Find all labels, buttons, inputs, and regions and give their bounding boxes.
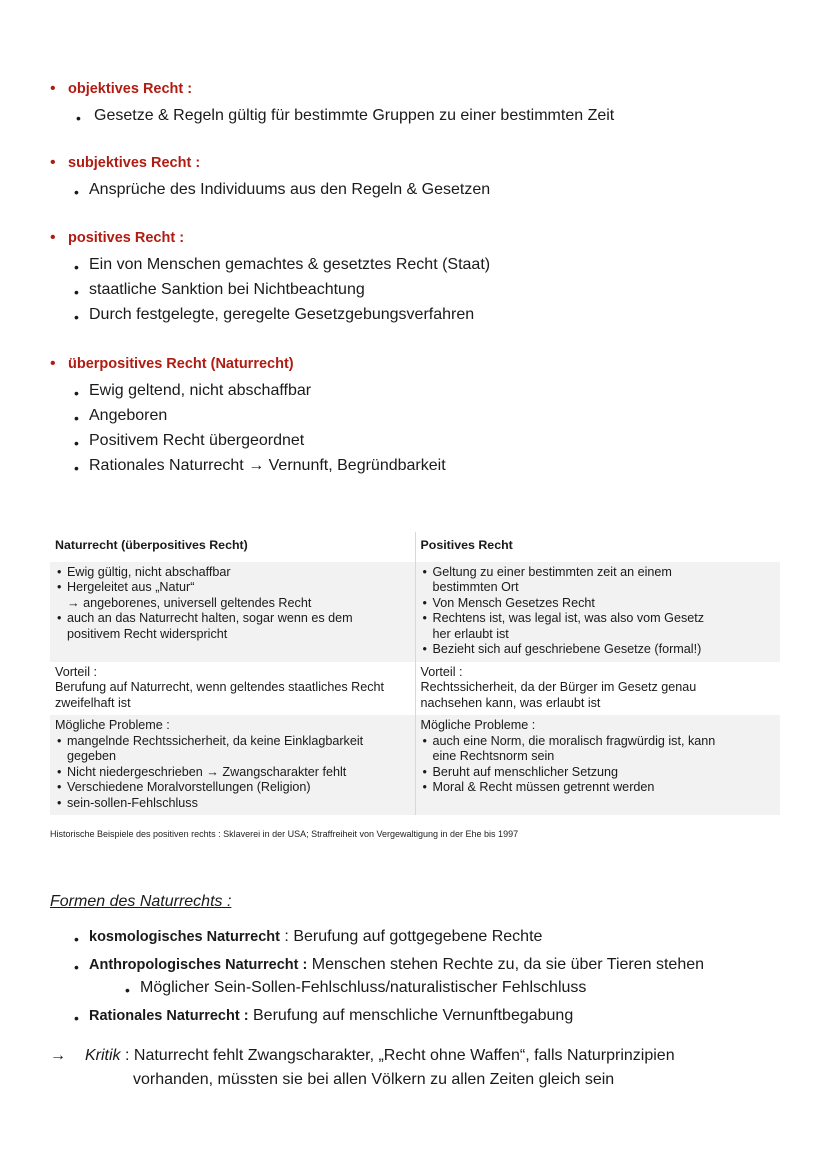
list-item: • auch an das Naturrecht halten, sogar wenn es dem: [55, 611, 410, 627]
table-cell: [50, 715, 415, 815]
bullet-icon: •: [74, 1010, 79, 1026]
text-line: eine Rechtsnorm sein: [432, 749, 555, 763]
text-line: Berufung auf Naturrecht, wenn geltendes staatliches Recht: [55, 680, 385, 694]
list-item: Durch festgelegte, geregelte Gesetzgebungsverfahren: [89, 306, 475, 323]
table-cell: [50, 662, 415, 716]
column-header-naturrecht: Naturrecht (überpositives Recht): [50, 532, 415, 562]
term: kosmologisches Naturrecht: [89, 929, 280, 945]
list-item: • Ewig gültig, nicht abschaffbar: [55, 565, 410, 581]
list-item: • Von Mensch Gesetzes Recht: [421, 596, 776, 612]
heading-positives-recht: positives Recht :: [68, 230, 185, 246]
text-line: Geltung zu einer bestimmten zeit an einem: [432, 564, 672, 579]
section-title-formen: Formen des Naturrechts :: [50, 893, 232, 910]
heading-objektives-recht: objektives Recht :: [68, 81, 193, 97]
text-line: auch eine Norm, die moralisch fragwürdig ist, kann: [432, 733, 716, 748]
list-item: Ansprüche des Individuums aus den Regeln & Gesetzen: [89, 181, 491, 198]
bullet-icon: •: [50, 80, 56, 97]
list-item: Angeboren: [89, 407, 168, 424]
bullet-icon: •: [74, 385, 79, 401]
list-item: staatliche Sanktion bei Nichtbeachtung: [89, 281, 365, 298]
bullet-icon: •: [74, 959, 79, 975]
vorteil-label: Vorteil :: [420, 664, 463, 679]
kritik-line: [85, 1047, 675, 1065]
bullet-icon: •: [50, 355, 56, 372]
text-line: bestimmten Ort: [432, 580, 519, 594]
definition: Berufung auf menschliche Vernunftbegabung: [248, 1007, 574, 1024]
table-cell: [415, 562, 780, 662]
list-item: [421, 565, 776, 596]
table-row: [50, 662, 780, 716]
kritik-text: : Naturrecht fehlt Zwangscharakter, „Recht ohne Waffen“, falls Naturprinzipien: [120, 1047, 675, 1064]
definition: Menschen stehen Rechte zu, da sie über Tieren stehen: [307, 956, 705, 973]
bullet-icon: •: [74, 184, 79, 200]
bullet-icon: •: [74, 284, 79, 300]
list-item: • sein-sollen-Fehlschluss: [55, 796, 410, 812]
bullet-icon: •: [74, 309, 79, 325]
list-item: [89, 956, 704, 974]
arrow-icon: →: [50, 1047, 66, 1064]
list-item: • Moral & Recht müssen getrennt werden: [421, 780, 776, 796]
bullet-icon: •: [74, 259, 79, 275]
bullet-icon: •: [50, 229, 56, 246]
text-line: Rechtssicherheit, da der Bürger im Gesetz genau: [420, 680, 697, 694]
list-item: • Bezieht sich auf geschriebene Gesetze (formal!): [421, 642, 776, 658]
text-line: Rechtens ist, was legal ist, was also vom Gesetz: [432, 611, 705, 625]
bullet-icon: •: [74, 435, 79, 451]
comparison-table: [50, 532, 780, 815]
arrow-line: → angeborenes, universell geltendes Recht: [67, 595, 312, 610]
table-header-row: [50, 532, 780, 562]
bullet-icon: •: [74, 460, 79, 476]
table-cell: [50, 562, 415, 662]
list-item: Ewig geltend, nicht abschaffbar: [89, 382, 312, 399]
text-line: nachsehen kann, was erlaubt ist: [420, 695, 601, 710]
definition: : Berufung auf gottgegebene Rechte: [279, 928, 543, 945]
text-line: mangelnde Rechtssicherheit, da keine Einklagbarkeit: [67, 733, 364, 748]
list-item: [89, 928, 542, 946]
table-cell: [415, 662, 780, 716]
text-line: zweifelhaft ist: [55, 695, 131, 710]
list-item: • Hergeleitet aus „Natur“: [55, 580, 410, 596]
bullet-icon: •: [50, 154, 56, 171]
term: Rationales Naturrecht :: [89, 1008, 249, 1024]
bullet-icon: •: [74, 931, 79, 947]
list-item: Rationales Naturrecht → Vernunft, Begründbarkeit: [89, 457, 446, 474]
table-row: [50, 562, 780, 662]
kritik-line-2: vorhanden, müssten sie bei allen Völkern zu allen Zeiten gleich sein: [133, 1071, 615, 1088]
term: Anthropologisches Naturrecht :: [89, 957, 308, 973]
probleme-label: Mögliche Probleme :: [55, 718, 170, 732]
list-item: [55, 734, 410, 765]
bullet-icon: •: [76, 110, 81, 126]
table-cell: [415, 715, 780, 815]
column-header-positives-recht: Positives Recht: [415, 532, 780, 562]
heading-subjektives-recht: subjektives Recht :: [68, 155, 201, 171]
sub-list-item: Möglicher Sein-Sollen-Fehlschluss/naturalistischer Fehlschluss: [140, 979, 587, 996]
list-item: [89, 1007, 573, 1025]
list-item: [421, 734, 776, 765]
text-line: her erlaubt ist: [432, 626, 509, 641]
bullet-icon: •: [74, 410, 79, 426]
table-row: [50, 715, 780, 815]
list-item: Ein von Menschen gemachtes & gesetztes Recht (Staat): [89, 256, 491, 273]
heading-ueberpositives-recht: überpositives Recht (Naturrecht): [68, 356, 294, 372]
list-item: • Verschiedene Moralvorstellungen (Religion): [55, 780, 410, 796]
list-item-continuation: positivem Recht widerspricht: [67, 626, 228, 641]
footnote: Historische Beispiele des positiven rechts : Sklaverei in der USA; Straffreiheit von Vergewaltigung in der Ehe bis 1997: [50, 829, 519, 839]
kritik-label: Kritik: [85, 1047, 121, 1064]
bullet-icon: •: [125, 982, 130, 998]
list-item: Gesetze & Regeln gültig für bestimmte Gruppen zu einer bestimmten Zeit: [94, 107, 615, 124]
vorteil-label: Vorteil :: [55, 664, 97, 679]
probleme-label: Mögliche Probleme :: [420, 718, 536, 732]
text-line: gegeben: [67, 749, 117, 763]
list-item: [421, 611, 776, 642]
list-item: Positivem Recht übergeordnet: [89, 432, 305, 449]
list-item: • Nicht niedergeschrieben → Zwangscharakter fehlt: [55, 765, 410, 781]
list-item: • Beruht auf menschlicher Setzung: [421, 765, 776, 781]
